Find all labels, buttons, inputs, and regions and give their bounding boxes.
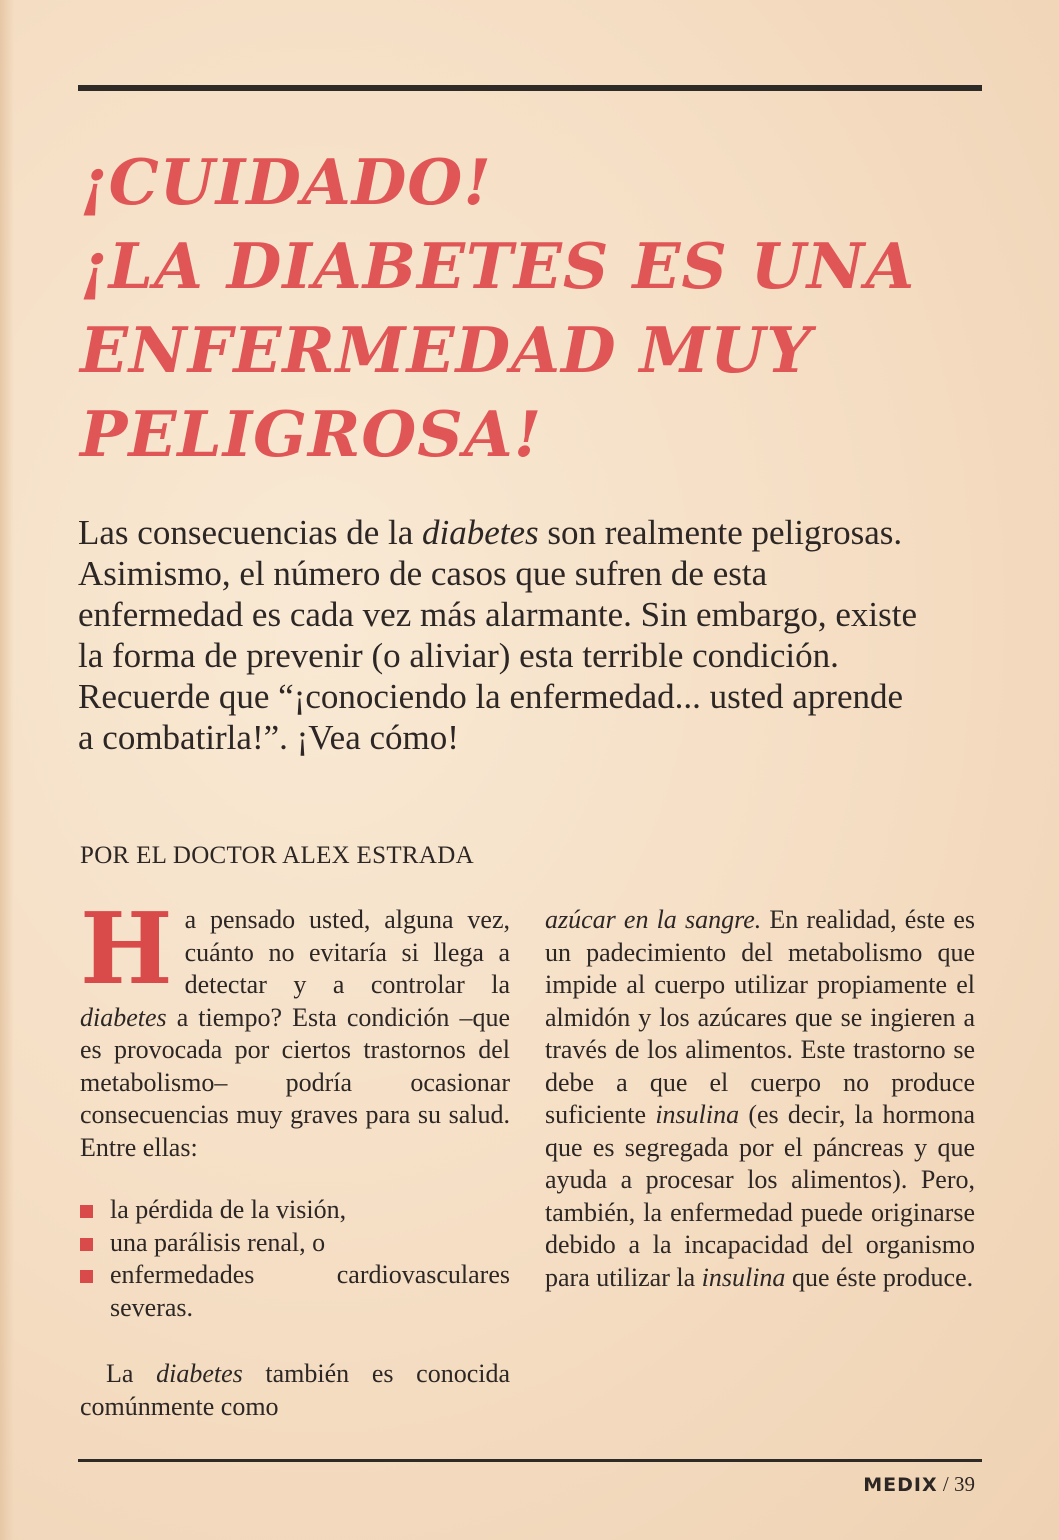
- bottom-rule: [78, 1459, 982, 1462]
- magazine-brand: MEDIX: [863, 1474, 938, 1496]
- intro-text-3: son realmente peligrosas. Asimismo, el número de casos que sufren de esta enfermedad es cada vez más alarmante. Sin embargo, existe la forma de prevenir (o aliviar) esta terrible condición. Recuerde que “¡conociendo la enfermedad... usted aprende a combatirla!”. ¡Vea cómo!: [78, 513, 917, 757]
- p1-text-b: diabetes: [80, 1002, 167, 1032]
- page-footer: [863, 1472, 975, 1497]
- p2-text-d: azúcar en la sangre.: [545, 905, 762, 934]
- drop-cap: H: [80, 892, 173, 1007]
- headline: [80, 140, 1010, 476]
- headline-line-3: ENFERMEDAD MUY: [80, 313, 813, 387]
- p2-text-c: también es conocida comúnmente como: [80, 1359, 510, 1421]
- p1-text-c: a tiempo? Esta condición –que es provocada por ciertos trastornos del metabolismo– podría ocasionar consecuencias muy graves para su salud. Entre ellas:: [80, 1002, 510, 1162]
- p2-text-e: En realidad, éste es un padecimiento del metabolismo que impide al cuerpo utilizar propiamente el almidón y los azúcares que se ingieren a través de los alimentos. Este trastorno se debe a que el cuerpo no produce suficiente: [545, 905, 975, 1129]
- p2-text-f: insulina: [655, 1100, 740, 1129]
- p2-text-g: (es decir, la hormona que es segregada por el páncreas y que ayuda a procesar los alimentos). Pero, también, la enfermedad puede originarse debido a la incapacidad del organismo para utilizar la: [545, 1100, 975, 1292]
- p2-text-h: insulina: [701, 1262, 786, 1292]
- intro-text-1: Las consecuencias de la: [78, 513, 423, 552]
- byline: POR EL DOCTOR ALEX ESTRADA: [80, 842, 474, 869]
- headline-line-4: PELIGROSA!: [80, 397, 543, 471]
- headline-line-1: ¡CUIDADO!: [80, 145, 492, 219]
- intro-paragraph: [78, 512, 918, 758]
- column-right: [545, 904, 975, 1294]
- headline-line-2: ¡LA DIABETES ES UNA: [80, 229, 916, 303]
- paragraph-2-continued: [545, 904, 975, 1294]
- column-left: [80, 892, 510, 1423]
- page-number: 39: [954, 1472, 975, 1496]
- consequences-list: [80, 1194, 510, 1324]
- page-edge: [0, 0, 14, 1540]
- top-rule: [78, 85, 982, 91]
- list-item: una parálisis renal, o: [80, 1227, 510, 1260]
- footer-separator: /: [937, 1472, 954, 1496]
- list-item: la pérdida de la visión,: [80, 1194, 510, 1227]
- p2-text-b: diabetes: [156, 1359, 243, 1388]
- p1-text-a: a pensado usted, alguna vez, cuánto no evitaría si llega a detectar y a controlar la: [184, 905, 510, 999]
- p2-text-i: que éste produce.: [785, 1262, 974, 1292]
- p2-text-a: La: [106, 1359, 157, 1388]
- paragraph-2-start: [80, 1358, 510, 1423]
- intro-text-2: diabetes: [422, 513, 539, 552]
- list-item: enfermedades cardiovasculares severas.: [80, 1259, 510, 1324]
